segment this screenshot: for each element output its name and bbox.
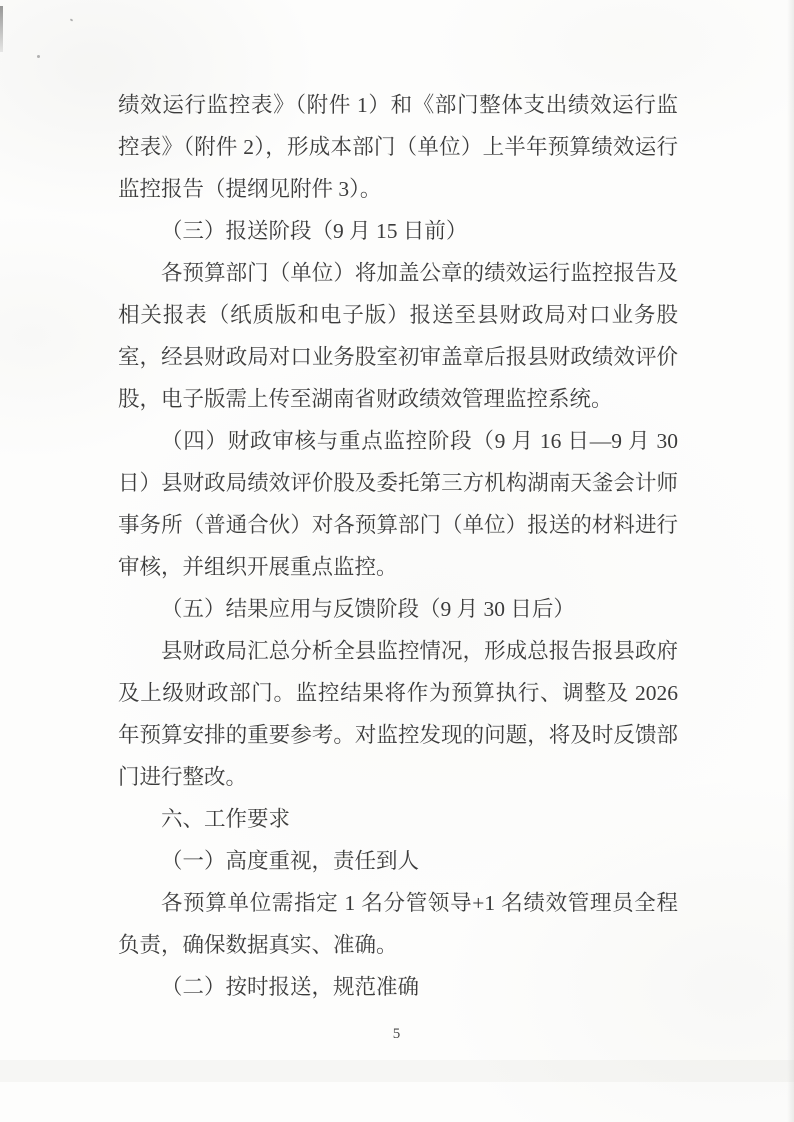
paragraph: 六、工作要求: [161, 807, 291, 831]
paragraph: 各预算部门（单位）将加盖公章的绩效运行监控报告及相关报表（纸质版和电子版）报送至县财政局对口业务股室，经县财政局对口业务股室初审盖章后报县财政绩效评价股，电子版需上传至湖南省财政绩效管理监控系统。: [118, 261, 678, 411]
paragraph: （二）按时报送，规范准确: [161, 975, 420, 999]
paragraph: 县财政局汇总分析全县监控情况，形成总报告报县政府及上级财政部门。监控结果将作为预算执行、调整及 2026 年预算安排的重要参考。对监控发现的问题，将及时反馈部门进行整改。: [118, 639, 678, 789]
document-body: [118, 84, 678, 1008]
paragraph: 绩效运行监控表》（附件 1）和《部门整体支出绩效运行监控表》（附件 2），形成本部门（单位）上半年预算绩效运行监控报告（提纲见附件 3）。: [118, 93, 678, 201]
paragraph: （四）财政审核与重点监控阶段（9 月 16 日—9 月 30 日）县财政局绩效评价股及委托第三方机构湖南天釜会计师事务所（普通合伙）对各预算部门（单位）报送的材料进行审核，并组织开展重点监控。: [118, 429, 678, 579]
scan-speckle: [37, 55, 40, 58]
page-number: 5: [392, 1026, 402, 1042]
scan-band-artifact: [0, 1060, 794, 1082]
paragraph: （五）结果应用与反馈阶段（9 月 30 日后）: [161, 597, 575, 621]
paragraph: （三）报送阶段（9 月 15 日前）: [161, 219, 468, 243]
scan-edge-shadow: [787, 0, 794, 1122]
scan-edge-artifact: [0, 6, 3, 52]
scan-speckle: [70, 18, 74, 21]
paragraph: （一）高度重视，责任到人: [161, 849, 420, 873]
paragraph: 各预算单位需指定 1 名分管领导+1 名绩效管理员全程负责，确保数据真实、准确。: [118, 891, 678, 957]
